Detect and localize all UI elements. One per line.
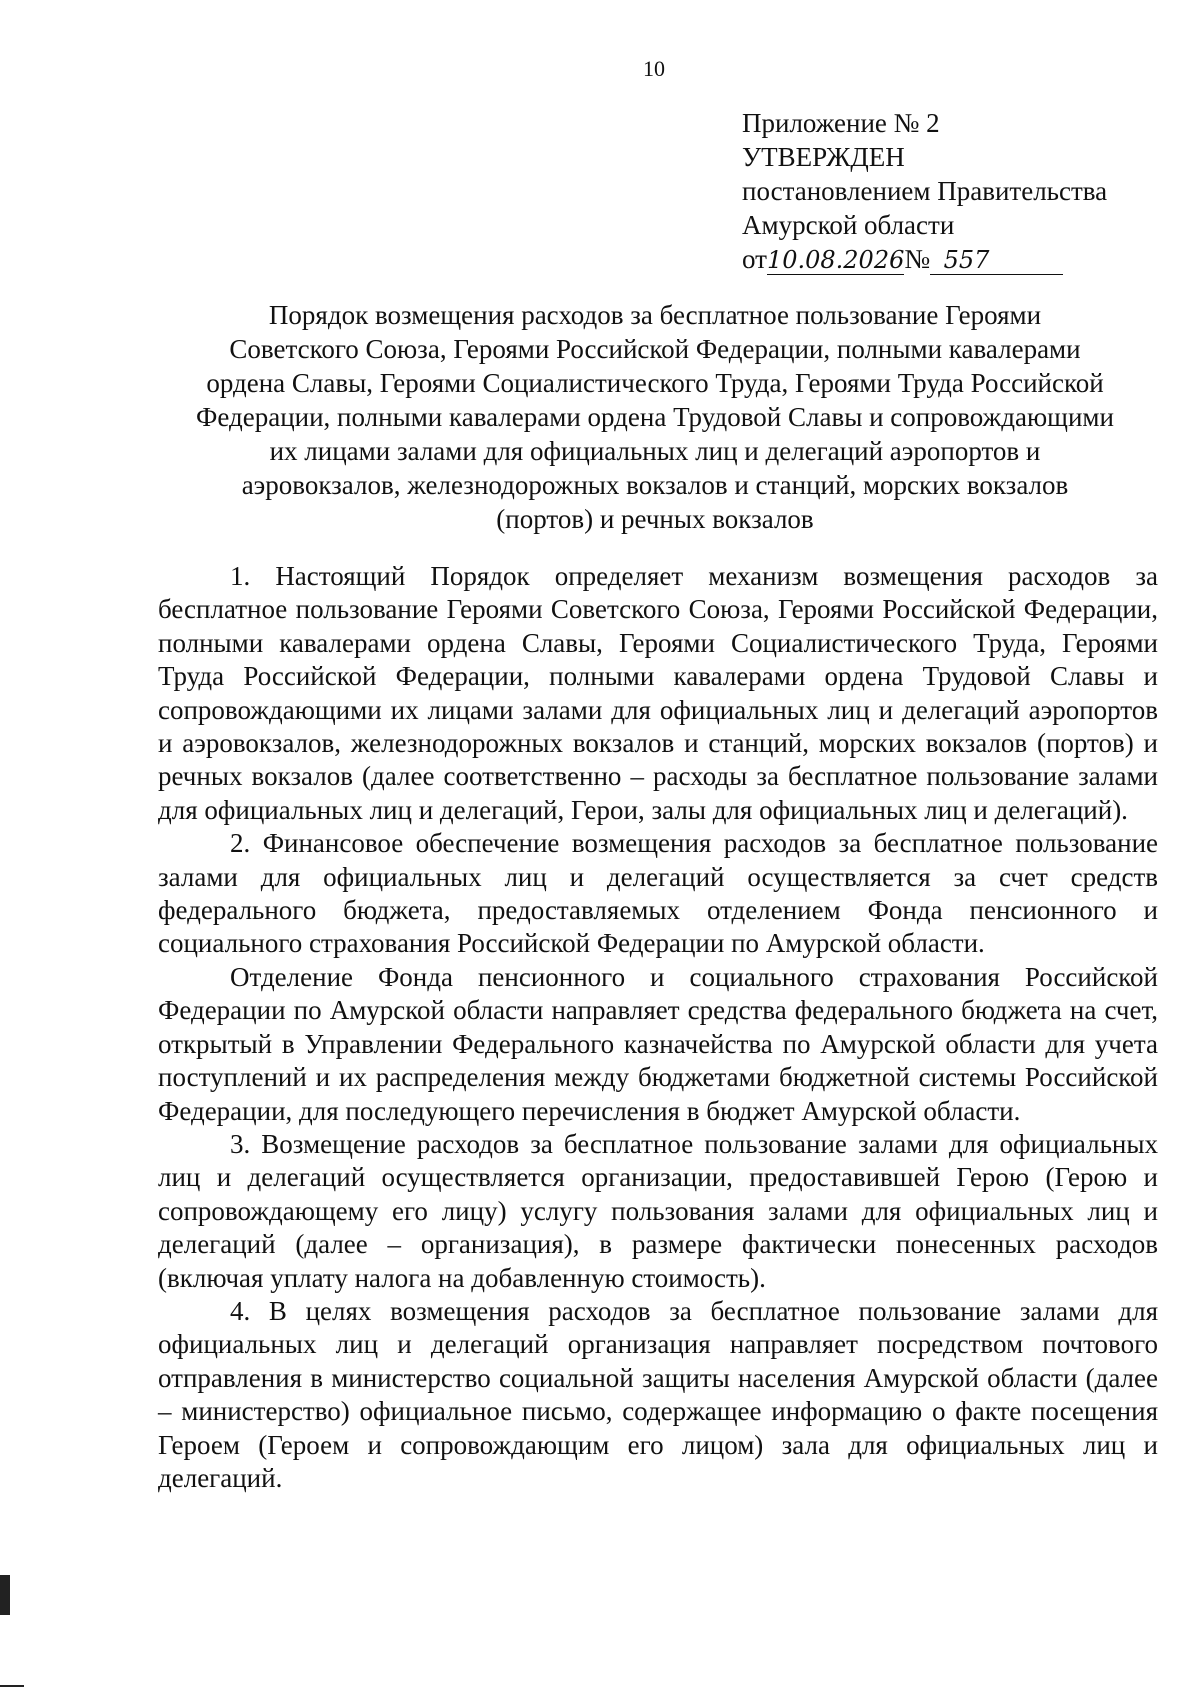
- number-label: №: [904, 244, 931, 274]
- approved-label: УТВЕРЖДЕН: [742, 142, 905, 172]
- paragraph-1: 1. Настоящий Порядок определяет механизм возмещения расходов за бесплатное пользование Героями Советского Союза, Героями Российской Федерации, полными кавалерами ордена Славы, Героями Социалистического Труда, Героями Труда Российской Федерации, полными кавалерами ордена Трудовой Славы и сопровождающими их лицами залами для официальных лиц и делегаций аэропортов и аэровокзалов, железнодорожных вокзалов и станций, морских вокзалов (портов) и речных вокзалов (далее соответственно – расходы за бесплатное пользование залами для официальных лиц и делегаций, Герои, залы для официальных лиц и делегаций).: [158, 561, 1158, 825]
- document-body: [158, 560, 1158, 1495]
- title-line: Советского Союза, Героями Российской Федерации, полными кавалерами: [229, 334, 1081, 364]
- paragraph-3: 3. Возмещение расходов за бесплатное пользование залами для официальных лиц и делегаций осуществляется организации, предоставившей Герою (Герою и сопровождающему его лицу) услугу пользования залами для официальных лиц и делегаций (далее – организация), в размере фактически понесенных расходов (включая уплату налога на добавленную стоимость).: [158, 1128, 1158, 1293]
- appendix-label: Приложение № 2: [742, 108, 940, 138]
- page-number: 10: [643, 56, 665, 81]
- scan-corner-mark: [0, 1685, 24, 1703]
- scan-edge-mark: [0, 1575, 10, 1615]
- title-line: аэровокзалов, железнодорожных вокзалов и станций, морских вокзалов: [241, 470, 1069, 500]
- approved-by-label: постановлением Правительства: [742, 176, 1108, 206]
- paragraph-2: 2. Финансовое обеспечение возмещения расходов за бесплатное пользование залами для официальных лиц и делегаций осуществляется за счет средств федерального бюджета, предоставляемых отделением Фонда пенсионного и социального страхования Российской Федерации по Амурской области.: [158, 828, 1158, 959]
- title-line: (портов) и речных вокзалов: [496, 504, 814, 534]
- date-prefix: от: [742, 244, 767, 274]
- paragraph-4: 4. В целях возмещения расходов за бесплатное пользование залами для официальных лиц и делегаций организация направляет посредством почтового отправления в министерство социальной защиты населения Амурской области (далее – министерство) официальное письмо, содержащее информацию о факте посещения Героем (Героем и сопровождающим его лицом) зала для официальных лиц и делегаций.: [158, 1295, 1158, 1493]
- title-line: Порядок возмещения расходов за бесплатное пользование Героями: [268, 300, 1042, 330]
- handwritten-date: 10.08.2026: [766, 246, 905, 274]
- title-line: ордена Славы, Героями Социалистического Труда, Героями Труда Российской: [206, 368, 1104, 398]
- handwritten-number: 557: [943, 246, 990, 274]
- title-line: их лицами залами для официальных лиц и делегаций аэропортов и: [269, 436, 1041, 466]
- approval-block: [742, 106, 1122, 276]
- date-underline: [767, 245, 904, 275]
- region-label: Амурской области: [742, 210, 955, 240]
- paragraph-2-continued: Отделение Фонда пенсионного и социального страхования Российской Федерации по Амурской области направляет средства федерального бюджета на счет, открытый в Управлении Федерального казначейства по Амурской области для учета поступлений и их распределения между бюджетами бюджетной системы Российской Федерации, для последующего перечисления в бюджет Амурской области.: [158, 961, 1158, 1126]
- document-title: [150, 298, 1160, 536]
- date-number-line: [742, 242, 1122, 276]
- title-line: Федерации, полными кавалерами ордена Трудовой Славы и сопровождающими: [196, 402, 1114, 432]
- number-underline: [930, 245, 1063, 275]
